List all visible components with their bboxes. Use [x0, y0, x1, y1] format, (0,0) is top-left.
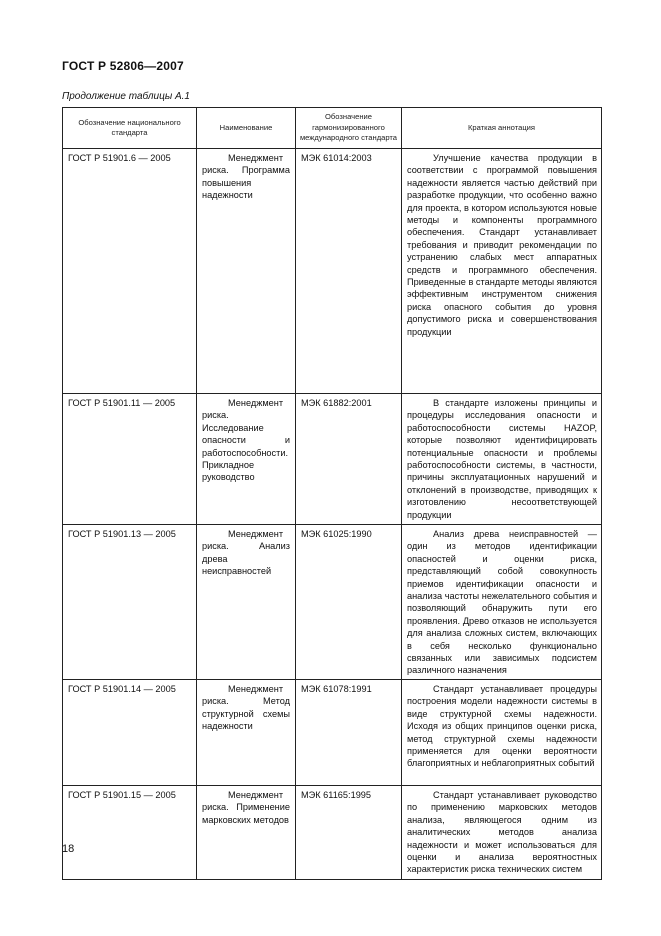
column-header-international-standard: Обозначение гармонизированного международного стандарта: [296, 108, 402, 149]
standard-name-cell: [197, 679, 296, 785]
summary-text: Анализ древа неисправностей — один из методов идентификации опасностей и оценки риска, представляющий собой совокупность приемов идентификации опасности и анализа частоты нежелательного события и позволяющий обнаружить пути его проявления. Древо отказов не используется для анализа сложных систем, включающих в себя несколько функционально связанных или зависимых подсистем различного назначения: [407, 529, 597, 676]
standard-name-text: Менеджмент риска. Анализ древа неисправностей: [202, 529, 290, 577]
table-caption: Продолжение таблицы А.1: [62, 91, 190, 102]
table-row: [63, 525, 602, 680]
national-standard-cell: ГОСТ Р 51901.15 — 2005: [63, 785, 197, 879]
summary-text: Стандарт устанавливает процедуры построения модели надежности системы в виде структурной схемы надежности. Исходя из общих принципов оценки риска, метод структурной схемы надежности применяется для оценки вероятности благоприятных и неблагоприятных событий: [407, 683, 597, 769]
column-header-name: Наименование: [197, 108, 296, 149]
table-header-row: [63, 108, 602, 149]
summary-text: Стандарт устанавливает руководство по применению марковских методов анализа, являющегося одним из аналитических методов анализа надежности и может использоваться для оценки и анализа вероятностных характеристик риска технических систем: [407, 789, 597, 875]
summary-cell: [402, 679, 602, 785]
summary-text: В стандарте изложены принципы и процедуры исследования опасности и работоспособности системы HAZOP, которые позволяют идентифицировать потенциальные опасности и проблемы работоспособности системы, в частности, причины эксплуатационных нарушений и отклонений в производстве, приводящих к изготовлению несоответствующей продукции: [407, 398, 597, 520]
international-standard-cell: МЭК 61882:2001: [296, 394, 402, 525]
national-standard-cell: ГОСТ Р 51901.11 — 2005: [63, 394, 197, 525]
standard-name-text: Менеджмент риска. Исследование опасности и работоспособности. Прикладное руководство: [202, 398, 290, 483]
national-standard-cell: ГОСТ Р 51901.6 — 2005: [63, 149, 197, 394]
summary-cell: [402, 149, 602, 394]
standard-name-cell: [197, 149, 296, 394]
page-number: 18: [62, 843, 75, 855]
summary-cell: [402, 525, 602, 680]
column-header-national-standard: Обозначение национального стандарта: [63, 108, 197, 149]
standard-name-cell: [197, 525, 296, 680]
table-row: [63, 394, 602, 525]
summary-cell: [402, 785, 602, 879]
standard-name-cell: [197, 785, 296, 879]
summary-cell: [402, 394, 602, 525]
standard-name-text: Менеджмент риска. Применение марковских методов: [202, 789, 290, 825]
summary-text: Улучшение качества продукции в соответствии с программой повышения надежности является частью действий при разработке продукции, что особенно важно для проекта, в котором используются новые методы и компоненты программного обеспечения. Стандарт устанавливает требования и приводит рекомендации по устранению слабых мест аппаратных средств и программного обеспечения. Приведенные в стандарте методы являются эффективным инструментом снижения риска опасного события до уровня допустимого риска и совершенствования продукции: [407, 153, 597, 337]
international-standard-cell: МЭК 61165:1995: [296, 785, 402, 879]
column-header-summary: Краткая аннотация: [402, 108, 602, 149]
standard-name-text: Менеджмент риска. Программа повышения надежности: [202, 153, 290, 201]
standards-table: [62, 107, 602, 880]
table-row: [63, 785, 602, 879]
table-row: [63, 149, 602, 394]
international-standard-cell: МЭК 61078:1991: [296, 679, 402, 785]
standard-name-cell: [197, 394, 296, 525]
table-row: [63, 679, 602, 785]
national-standard-cell: ГОСТ Р 51901.14 — 2005: [63, 679, 197, 785]
international-standard-cell: МЭК 61014:2003: [296, 149, 402, 394]
document-code: ГОСТ Р 52806—2007: [62, 59, 184, 73]
national-standard-cell: ГОСТ Р 51901.13 — 2005: [63, 525, 197, 680]
standard-name-text: Менеджмент риска. Метод структурной схемы надежности: [202, 683, 290, 732]
international-standard-cell: МЭК 61025:1990: [296, 525, 402, 680]
